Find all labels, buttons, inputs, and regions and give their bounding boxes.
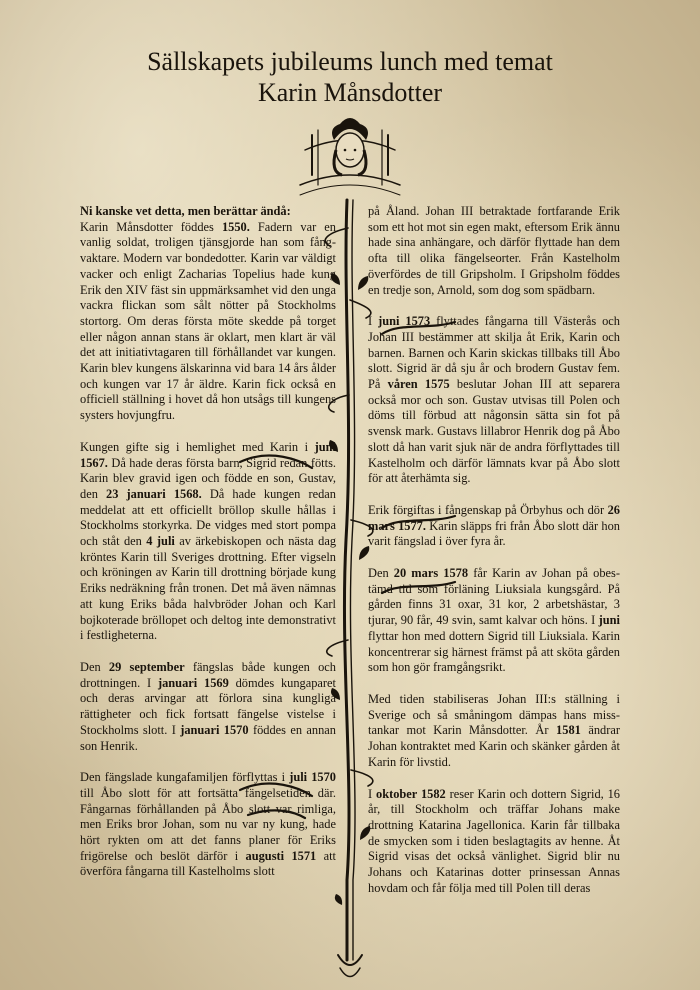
highlighted-date: 26 mars 1577. [368, 502, 620, 533]
intro-heading: Ni kanske vet detta, men berättar ändå: [80, 204, 291, 218]
paragraph [368, 566, 620, 676]
paragraph [368, 314, 620, 487]
highlighted-date: juni 1567. [80, 439, 336, 470]
paragraph-text: fängslas både kungen och drottningen. I [80, 659, 336, 690]
highlighted-date: våren 1575 [387, 377, 450, 392]
paragraph-text: på Åland. Johan III betraktade fortfarande Erik som ett hot mot sin egen makt, eftersom Erik ännu hade sina anhängare, och därför flyttade han dem ofta till olika fängelseorter. Från Kastelholm överfördes de till Gripsholm. I Gripsholm föddes en tredje son, Arnold, som dog som spädbarn. [368, 204, 620, 297]
paragraph-text: flyttades fångarna till Västerås och Johan III bestämmer att skilja åt Erik, Karin och barnen. Barnen och Karin skickas tillbaks till Åbo slott. Sigrid är då sju år och brodern Gustav fem. På [368, 314, 620, 392]
highlighted-date: juni [598, 613, 620, 628]
highlighted-date: augusti 1571 [245, 848, 317, 863]
paragraph [368, 692, 620, 771]
paragraph-text: Den [80, 659, 109, 674]
paragraph-text: Erik förgiftas i fångenskap på Örbyhus och dör [368, 502, 608, 517]
highlighted-date: 20 mars 1578 [393, 566, 469, 581]
paragraph-text: I [368, 786, 376, 801]
highlighted-date: 1581 [556, 723, 581, 738]
paragraph [80, 220, 336, 424]
highlighted-date: 1550. [221, 219, 250, 234]
paragraph [368, 204, 620, 298]
paragraph-text: får Karin av Johan på obestämd tid som förläning Liuksiala kungsgård. På gården finns 31 oxar, 31 kor, 2 arbetshästar, 3 tjurar, 90 får, 49 svin, samt kalvar och höns. I [368, 566, 620, 628]
right-column [368, 204, 620, 912]
highlighted-date: januari 1569 [157, 675, 229, 690]
paragraph-text: beslutar Johan III att separera också mor och son. Gustav utvisas till Polen och döms till förbud att någonsin sätta sin fot på svensk mark. Gustavs lillabror Henrik dog på Åbo slott då han varit sjuk när de andra förflyttades till Kastelholm och därför lämnats kvar på Åbo slott för att återhämta sig. [368, 377, 621, 486]
highlighted-date: juni 1573 [378, 314, 431, 329]
paragraph-text: Då hade deras första barn, Sigrid redan fötts. Karin blev gravid igen och födde en son, Gustav, den [80, 455, 336, 501]
paragraph-text: Den [368, 566, 394, 581]
paragraph [80, 660, 336, 754]
highlighted-date: oktober 1582 [376, 786, 446, 801]
paragraph [80, 440, 336, 644]
highlighted-date: 4 juli [146, 534, 175, 549]
paragraph [368, 503, 620, 550]
highlighted-date: 23 januari 1568. [106, 486, 202, 501]
paragraph-text: Karin släpps fri från Åbo slott där hon varit fängslad i över fyra år. [368, 518, 620, 549]
title-line-1: Sällskapets jubileums lunch med temat [147, 47, 553, 76]
paragraph-text: Den fängslade kungafamiljen förflyttas i [80, 770, 290, 785]
paragraph-text: föddes en annan son Henrik. [80, 722, 336, 753]
paragraph-text: Med tiden stabiliseras Johan III:s ställning i Sverige och så småningom dämpas hans misstankar mot Karin Månsdotter. År [368, 691, 620, 738]
paragraph-text: att överföra fångarna till Kastelholms slott [80, 848, 336, 879]
paragraph [80, 770, 336, 880]
paragraph-text: Karin Månsdotter föddes [80, 219, 222, 234]
highlighted-date: juli 1570 [289, 770, 336, 785]
paragraph-text: I [368, 314, 379, 329]
paragraph-text: Kungen gifte sig i hemlighet med Karin i [80, 439, 315, 454]
highlighted-date: januari 1570 [180, 722, 249, 737]
paragraph-text: flyttar hon med dottern Sigrid till Liuksiala. Karin koncentrerar sig härnest främst på att sköta gården som hon gör framgångsrikt. [368, 628, 620, 675]
paragraph-text: Fadern var en vanlig soldat, troligen tjänsgjorde han som fångvaktare. Modern var bondedotter. Karin var väldigt vacker och enligt Zacharias Topelius hade kung Erik den XIV fäst sin uppmärksamhet vid den unga vackra flickan som sålt nötter på Stockholms stortorg. Om deras första möte skedde på torget eller någon annan stans är oklart, men klart är väl det att initiativtagaren till förhållandet var kungen. Karin blev kungens älskarinna vid bara 14 års ålder och kungen var 17 år äldre. Karin fick också en officiell ställning i hovet då hon utsågs till kungens systers hovjungfru. [80, 219, 336, 423]
paragraph-text: av ärkebiskopen och nästa dag kröntes Karin till Sveriges drottning. Efter vigseln och kröningen av Karin till drottning började kung Eriks nedräkning från tronen. Det må även nämnas att kung Eriks båda halvbröder Johan och Karl bojkoterade bröllopet och deltog inte demonstrativt i festligheterna. [80, 534, 337, 643]
paragraph-text: reser Karin och dottern Sigrid, 16 år, till Stockholm och träffar Johans make drottning Katarina Jagellonica. Karin får tillbaka de smycken som i tiden beslagtagits av henne. Åt Sigrid visas det också vänlighet. Sigrid blir nu Johans och Katarinas dotter prinsessan Annas hovdam och får följa med till Polen till deras [368, 786, 621, 895]
paragraph-text: ändrar Johan kontraktet med Karin och skänker gården åt Karin för livstid. [368, 723, 621, 769]
paragraph-text: Då hade kungen redan meddelat att ett officiellt bröllop skulle hållas i Stockholms storkyrka. De vidges med stort pompa och ståt den [80, 486, 336, 549]
paragraph-text: till Åbo slott för att fortsätta fängelsetiden där. Fångarnas förhållanden på Åbo slott var rimliga, men Eriks bror Johan, som nu var ny kung, hade hört rykten om att det fanns planer för Eriks frigörelse och beslöt därför i [80, 785, 336, 863]
title-line-2: Karin Månsdotter [257, 78, 443, 107]
left-column [80, 204, 336, 896]
paragraph-text: dömdes kungaparet och deras arvingar att förlora sina kungliga rättigheter och fick fortsatt fängelse vistelse i Stockholms slott. I [80, 675, 336, 737]
paragraph [368, 787, 620, 897]
highlighted-date: 29 september [108, 659, 185, 674]
